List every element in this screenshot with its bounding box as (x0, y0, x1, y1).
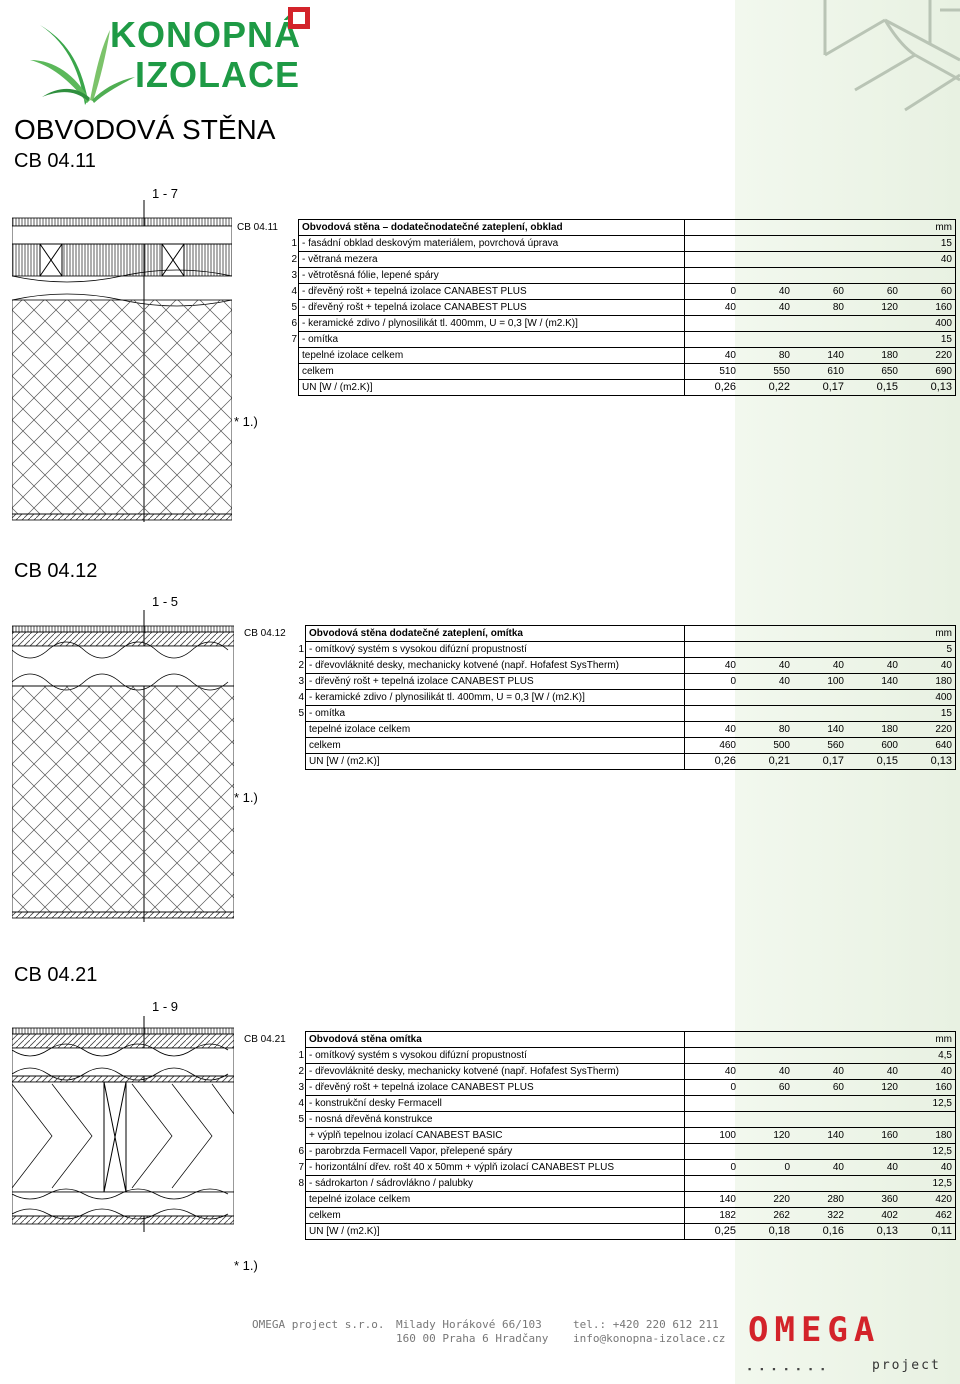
value-cell: 0,22 (739, 380, 793, 396)
layer-range-label: 1 - 5 (152, 594, 179, 609)
omega-brand-sub: project (872, 1358, 941, 1373)
table-row (234, 252, 956, 268)
value-cell: 0,17 (793, 754, 847, 770)
value-cell (739, 236, 793, 252)
summary-label: tepelné izolace celkem (306, 722, 685, 738)
value-cell (793, 1112, 847, 1128)
table-header-row (241, 626, 956, 642)
value-cell: 160 (847, 1128, 901, 1144)
value-cell: 60 (901, 284, 956, 300)
footnote: * 1.) (234, 1258, 258, 1273)
footnote: * 1.) (234, 790, 258, 805)
value-cell: 180 (847, 722, 901, 738)
value-cell: 220 (901, 722, 956, 738)
value-cell: 40 (901, 1064, 956, 1080)
value-cell: 0,17 (793, 380, 847, 396)
table-header-row (241, 1032, 956, 1048)
value-cell: 640 (901, 738, 956, 754)
layer-description: - sádrokarton / sádrovlákno / palubky (306, 1176, 685, 1192)
value-cell (793, 268, 847, 284)
value-cell: 40 (739, 674, 793, 690)
value-cell: 360 (847, 1192, 901, 1208)
value-cell (685, 1096, 740, 1112)
value-cell: 40 (685, 722, 740, 738)
value-cell: 182 (685, 1208, 740, 1224)
layer-description: - dřevěný rošt + tepelná izolace CANABEST PLUS (306, 1080, 685, 1096)
value-cell: 0,26 (685, 380, 740, 396)
layer-range-label: 1 - 7 (152, 186, 179, 201)
value-cell (739, 1112, 793, 1128)
value-cell (793, 706, 847, 722)
table-row (241, 658, 956, 674)
layer-index: 3 (298, 1082, 304, 1093)
logo-line2: IZOLACE (135, 54, 300, 95)
value-cell: 60 (793, 1080, 847, 1096)
summary-row (241, 1208, 956, 1224)
value-cell (847, 268, 901, 284)
value-cell: 40 (739, 284, 793, 300)
value-cell: 12,5 (901, 1176, 956, 1192)
spec-table (241, 625, 956, 770)
value-cell: 15 (901, 706, 956, 722)
table-unit: mm (685, 220, 956, 236)
value-cell (685, 1112, 740, 1128)
table-row (234, 268, 956, 284)
value-cell: 322 (793, 1208, 847, 1224)
value-cell (685, 1176, 740, 1192)
table-unit: mm (685, 626, 956, 642)
footer-company (252, 1318, 384, 1332)
layer-index: 1 (298, 644, 304, 655)
value-cell: 140 (793, 1128, 847, 1144)
value-cell (685, 1144, 740, 1160)
layer-index: 7 (291, 334, 297, 345)
value-cell: 0 (685, 1160, 740, 1176)
summary-label: tepelné izolace celkem (299, 348, 685, 364)
value-cell: 4,5 (901, 1048, 956, 1064)
layer-description: - dřevovláknité desky, mechanicky kotvené (např. Hofafest SysTherm) (306, 1064, 685, 1080)
value-cell: 40 (847, 658, 901, 674)
value-cell (739, 642, 793, 658)
value-cell: 420 (901, 1192, 956, 1208)
table-row (234, 316, 956, 332)
layer-index: 1 (298, 1050, 304, 1061)
summary-label: tepelné izolace celkem (306, 1192, 685, 1208)
value-cell (847, 236, 901, 252)
value-cell: 140 (847, 674, 901, 690)
layer-index: 5 (298, 1114, 304, 1125)
table-row (241, 1064, 956, 1080)
value-cell (739, 252, 793, 268)
summary-row (241, 722, 956, 738)
value-cell: 12,5 (901, 1144, 956, 1160)
wall-section-drawing (12, 200, 232, 522)
value-cell (685, 332, 740, 348)
table-header-row (234, 220, 956, 236)
table-row (241, 1048, 956, 1064)
value-cell: 40 (739, 658, 793, 674)
value-cell: 462 (901, 1208, 956, 1224)
layer-index: 8 (298, 1178, 304, 1189)
value-cell: 600 (847, 738, 901, 754)
table-row (241, 1160, 956, 1176)
table-row (241, 1080, 956, 1096)
layer-index: 1 (291, 238, 297, 249)
value-cell (793, 1144, 847, 1160)
value-cell: 40 (793, 658, 847, 674)
value-cell: 510 (685, 364, 740, 380)
value-cell (685, 252, 740, 268)
value-cell: 402 (847, 1208, 901, 1224)
layer-index: 5 (298, 708, 304, 719)
spec-table (241, 1031, 956, 1240)
summary-row (234, 380, 956, 396)
layer-description: - větraná mezera (299, 252, 685, 268)
table-row (241, 642, 956, 658)
value-cell: 0 (685, 1080, 740, 1096)
layer-description: - dřevěný rošt + tepelná izolace CANABEST PLUS (306, 674, 685, 690)
footer-contact (573, 1318, 725, 1346)
value-cell: 40 (847, 1064, 901, 1080)
value-cell: 40 (739, 1064, 793, 1080)
value-cell (685, 690, 740, 706)
layer-index (287, 1128, 306, 1144)
value-cell (793, 1096, 847, 1112)
value-cell (739, 1096, 793, 1112)
value-cell (847, 1048, 901, 1064)
value-cell: 40 (847, 1160, 901, 1176)
value-cell: 610 (793, 364, 847, 380)
wall-section-drawing (12, 610, 234, 922)
value-cell: 60 (847, 284, 901, 300)
summary-row (241, 754, 956, 770)
table-row (234, 236, 956, 252)
value-cell: 40 (685, 1064, 740, 1080)
value-cell: 262 (739, 1208, 793, 1224)
value-cell: 5 (901, 642, 956, 658)
layer-index: 2 (298, 660, 304, 671)
table-row (234, 300, 956, 316)
layer-index: 3 (291, 270, 297, 281)
layer-description: - keramické zdivo / plynosilikát tl. 400mm, U = 0,3 [W / (m2.K)] (299, 316, 685, 332)
value-cell: 40 (793, 1064, 847, 1080)
layer-index: 7 (298, 1162, 304, 1173)
table-row (241, 1144, 956, 1160)
value-cell (847, 1096, 901, 1112)
value-cell (901, 268, 956, 284)
value-cell: 0 (739, 1160, 793, 1176)
layer-index: 6 (298, 1146, 304, 1157)
value-cell: 40 (685, 348, 740, 364)
value-cell (847, 316, 901, 332)
layer-description: - fasádní obklad deskovým materiálem, povrchová úprava (299, 236, 685, 252)
table-title: Obvodová stěna omítka (306, 1032, 685, 1048)
table-title: Obvodová stěna – dodatečnodatečné zateplení, obklad (299, 220, 685, 236)
value-cell (739, 268, 793, 284)
layer-description: - omítka (299, 332, 685, 348)
spec-table (234, 219, 956, 396)
value-cell (685, 706, 740, 722)
value-cell: 140 (793, 348, 847, 364)
table-row (234, 284, 956, 300)
summary-row (234, 364, 956, 380)
value-cell: 40 (739, 300, 793, 316)
layer-index: 2 (291, 254, 297, 265)
value-cell (847, 1144, 901, 1160)
value-cell (739, 1048, 793, 1064)
value-cell: 0 (685, 284, 740, 300)
layer-description: - omítkový systém s vysokou difúzní propustností (306, 642, 685, 658)
value-cell (793, 316, 847, 332)
value-cell: 0 (685, 674, 740, 690)
table-row (241, 690, 956, 706)
value-cell: 650 (847, 364, 901, 380)
layer-range-label: 1 - 9 (152, 999, 179, 1014)
layer-description: - omítka (306, 706, 685, 722)
value-cell: 120 (847, 300, 901, 316)
section-heading: CB 04.12 (14, 560, 98, 582)
value-cell: 0,13 (847, 1224, 901, 1240)
value-cell: 80 (739, 348, 793, 364)
value-cell (901, 1112, 956, 1128)
table-row (241, 1096, 956, 1112)
summary-label: UN [W / (m2.K)] (306, 754, 685, 770)
value-cell: 60 (793, 284, 847, 300)
value-cell: 120 (739, 1128, 793, 1144)
table-row (241, 706, 956, 722)
value-cell (739, 706, 793, 722)
value-cell (793, 236, 847, 252)
value-cell: 460 (685, 738, 740, 754)
value-cell: 180 (901, 674, 956, 690)
value-cell (793, 1048, 847, 1064)
value-cell: 40 (901, 658, 956, 674)
value-cell: 40 (685, 300, 740, 316)
table-row (241, 674, 956, 690)
summary-label: celkem (306, 1208, 685, 1224)
value-cell (685, 236, 740, 252)
summary-row (241, 1224, 956, 1240)
value-cell: 40 (685, 658, 740, 674)
value-cell: 0,18 (739, 1224, 793, 1240)
value-cell (847, 706, 901, 722)
value-cell: 0,13 (901, 380, 956, 396)
layer-description: - dřevěný rošt + tepelná izolace CANABEST PLUS (299, 284, 685, 300)
layer-description: - dřevovláknité desky, mechanicky kotvené (např. Hofafest SysTherm) (306, 658, 685, 674)
summary-row (234, 348, 956, 364)
value-cell (793, 690, 847, 706)
value-cell: 180 (847, 348, 901, 364)
value-cell (685, 316, 740, 332)
value-cell: 140 (793, 722, 847, 738)
layer-description: - nosná dřevěná konstrukce (306, 1112, 685, 1128)
table-code: CB 04.11 (237, 222, 278, 233)
layer-index: 6 (291, 318, 297, 329)
layer-description: - omítkový systém s vysokou difúzní propustností (306, 1048, 685, 1064)
summary-label: UN [W / (m2.K)] (299, 380, 685, 396)
table-code: CB 04.21 (244, 1034, 286, 1045)
footnote: * 1.) (234, 414, 258, 429)
value-cell: 15 (901, 236, 956, 252)
layer-index: 5 (291, 302, 297, 313)
value-cell: 80 (739, 722, 793, 738)
value-cell (847, 1112, 901, 1128)
section-heading: CB 04.11 (14, 150, 96, 172)
address-line1: Milady Horákové 66/103 (396, 1318, 542, 1331)
email-link[interactable]: info@konopna-izolace.cz (573, 1332, 726, 1345)
value-cell (847, 690, 901, 706)
value-cell (685, 642, 740, 658)
value-cell: 40 (793, 1160, 847, 1176)
value-cell (847, 252, 901, 268)
value-cell (793, 252, 847, 268)
layer-index: 3 (298, 676, 304, 687)
value-cell: 0,13 (901, 754, 956, 770)
layer-index: 2 (298, 1066, 304, 1077)
value-cell: 12,5 (901, 1096, 956, 1112)
value-cell: 0,16 (793, 1224, 847, 1240)
logo-square-icon (288, 7, 310, 29)
value-cell (793, 1176, 847, 1192)
layer-description: - větrotěsná fólie, lepené spáry (299, 268, 685, 284)
value-cell: 560 (793, 738, 847, 754)
value-cell: 400 (901, 316, 956, 332)
value-cell: 160 (901, 300, 956, 316)
omega-logo (748, 1310, 948, 1380)
table-unit: mm (685, 1032, 956, 1048)
value-cell: 140 (685, 1192, 740, 1208)
value-cell: 60 (739, 1080, 793, 1096)
table-code: CB 04.12 (244, 628, 286, 639)
value-cell (739, 332, 793, 348)
page-title: OBVODOVÁ STĚNA (14, 114, 276, 145)
floorplan-sketch (735, 0, 960, 140)
section-heading: CB 04.21 (14, 964, 98, 986)
value-cell: 0,21 (739, 754, 793, 770)
value-cell: 0,26 (685, 754, 740, 770)
value-cell (847, 1176, 901, 1192)
summary-row (241, 738, 956, 754)
summary-row (241, 1192, 956, 1208)
value-cell (685, 268, 740, 284)
value-cell: 0,15 (847, 754, 901, 770)
layer-description: - konstrukční desky Fermacell (306, 1096, 685, 1112)
value-cell: 0,15 (847, 380, 901, 396)
summary-label: celkem (306, 738, 685, 754)
value-cell: 160 (901, 1080, 956, 1096)
summary-label: UN [W / (m2.K)] (306, 1224, 685, 1240)
value-cell: 280 (793, 1192, 847, 1208)
value-cell (793, 332, 847, 348)
layer-index: 4 (298, 692, 304, 703)
value-cell (739, 316, 793, 332)
value-cell: 15 (901, 332, 956, 348)
value-cell: 690 (901, 364, 956, 380)
layer-index: 4 (298, 1098, 304, 1109)
table-title: Obvodová stěna dodatečné zateplení, omítka (306, 626, 685, 642)
value-cell (739, 690, 793, 706)
layer-description: + výplň tepelnou izolací CANABEST BASIC (306, 1128, 685, 1144)
summary-label: celkem (299, 364, 685, 380)
logo (30, 5, 330, 115)
company-name: OMEGA project s.r.o. (252, 1318, 385, 1331)
value-cell: 100 (793, 674, 847, 690)
value-cell: 40 (901, 1160, 956, 1176)
value-cell (739, 1176, 793, 1192)
value-cell: 40 (901, 252, 956, 268)
layer-index: 4 (291, 286, 297, 297)
value-cell: 0,11 (901, 1224, 956, 1240)
value-cell: 80 (793, 300, 847, 316)
layer-description: - keramické zdivo / plynosilikát tl. 400mm, U = 0,3 [W / (m2.K)] (306, 690, 685, 706)
layer-description: - parobrzda Fermacell Vapor, přelepené spáry (306, 1144, 685, 1160)
value-cell (685, 1048, 740, 1064)
value-cell: 0,25 (685, 1224, 740, 1240)
layer-description: - horizontální dřev. rošt 40 x 50mm + výplň izolací CANABEST PLUS (306, 1160, 685, 1176)
value-cell: 500 (739, 738, 793, 754)
value-cell (847, 642, 901, 658)
phone: tel.: +420 220 612 211 (573, 1318, 719, 1331)
value-cell: 180 (901, 1128, 956, 1144)
value-cell: 120 (847, 1080, 901, 1096)
value-cell: 220 (901, 348, 956, 364)
value-cell: 400 (901, 690, 956, 706)
logo-line1: KONOPNÁ (110, 14, 302, 55)
table-row (234, 332, 956, 348)
footer-address (396, 1318, 548, 1346)
layer-description: - dřevěný rošt + tepelná izolace CANABEST PLUS (299, 300, 685, 316)
value-cell: 550 (739, 364, 793, 380)
value-cell: 100 (685, 1128, 740, 1144)
table-row (241, 1128, 956, 1144)
omega-brand: OMEGA (748, 1310, 881, 1350)
value-cell (793, 642, 847, 658)
value-cell (847, 332, 901, 348)
table-row (241, 1176, 956, 1192)
address-line2: 160 00 Praha 6 Hradčany (396, 1332, 549, 1345)
value-cell: 220 (739, 1192, 793, 1208)
wall-section-drawing (12, 1016, 234, 1232)
table-row (241, 1112, 956, 1128)
dots-decoration: ▪▪▪▪▪▪▪ (748, 1364, 834, 1374)
value-cell (739, 1144, 793, 1160)
